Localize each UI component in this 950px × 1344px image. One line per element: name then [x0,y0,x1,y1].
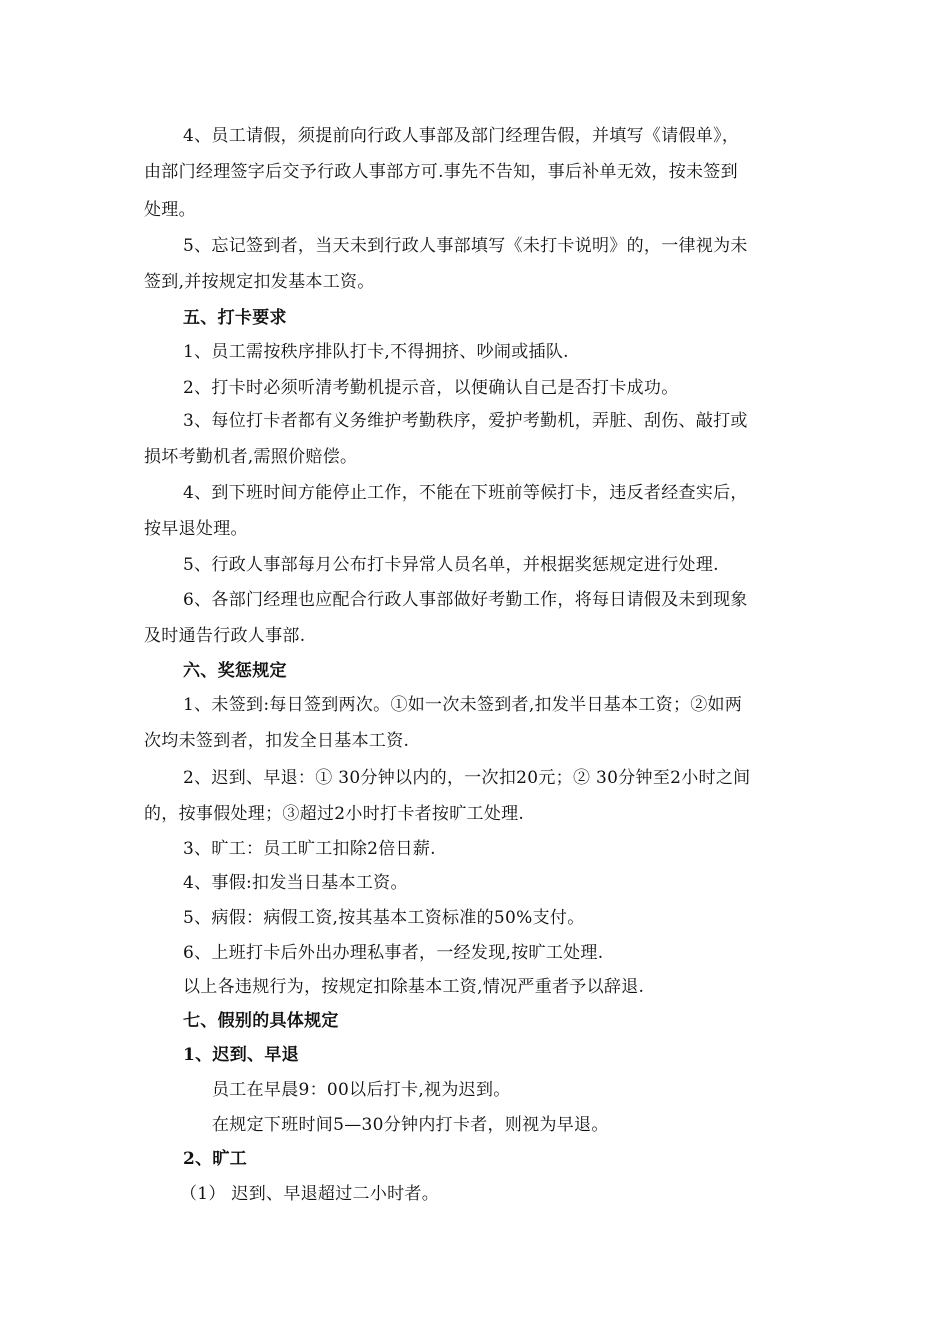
paragraph-line: 处理。 [144,200,196,220]
paragraph-line: 1、未签到:每日签到两次。①如一次未签到者,扣发半日基本工资；②如两 [183,695,743,715]
paragraph-line: 按早退处理。 [144,519,248,539]
section-heading: 五、打卡要求 [183,308,287,328]
paragraph-line: 损坏考勤机者,需照价赔偿。 [144,447,358,467]
paragraph-line: 3、每位打卡者都有义务维护考勤秩序，爱护考勤机，弄脏、刮伤、敲打或 [183,411,748,431]
paragraph-line: 签到,并按规定扣发基本工资。 [144,272,375,292]
paragraph-line: 4、员工请假，须提前向行政人事部及部门经理告假，并填写《请假单》， [183,126,740,146]
paragraph-line: （1） 迟到、早退超过二小时者。 [180,1184,440,1204]
paragraph-line: 4、到下班时间方能停止工作，不能在下班前等候打卡，违反者经查实后， [183,483,748,503]
subsection-heading: 1、迟到、早退 [183,1045,299,1065]
section-heading: 六、奖惩规定 [183,661,287,681]
paragraph-line: 以上各违规行为，按规定扣除基本工资,情况严重者予以辞退. [183,977,645,997]
paragraph-line: 1、员工需按秩序排队打卡,不得拥挤、吵闹或插队. [183,342,569,362]
paragraph-line: 员工在早晨9：00以后打卡,视为迟到。 [212,1080,511,1100]
paragraph-line: 6、各部门经理也应配合行政人事部做好考勤工作，将每日请假及未到现象 [183,590,748,610]
paragraph-line: 4、事假:扣发当日基本工资。 [183,873,408,893]
paragraph-line: 在规定下班时间5—30分钟内打卡者，则视为早退。 [212,1115,609,1135]
paragraph-line: 2、打卡时必须听清考勤机提示音，以便确认自己是否打卡成功。 [183,378,679,398]
paragraph-line: 5、病假：病假工资,按其基本工资标准的50%支付。 [183,908,585,928]
subsection-heading: 2、旷工 [183,1149,248,1169]
paragraph-line: 2、迟到、早退：① 30分钟以内的，一次扣20元；② 30分钟至2小时之间 [183,768,751,788]
paragraph-line: 3、旷工：员工旷工扣除2倍日薪. [183,839,436,859]
paragraph-line: 6、上班打卡后外出办理私事者，一经发现,按旷工处理. [183,943,604,963]
paragraph-line: 及时通告行政人事部. [144,626,306,646]
paragraph-line: 5、行政人事部每月公布打卡异常人员名单，并根据奖惩规定进行处理. [183,555,719,575]
paragraph-line: 次均未签到者，扣发全日基本工资. [144,731,410,751]
paragraph-line: 的，按事假处理；③超过2小时打卡者按旷工处理. [144,804,525,824]
section-heading: 七、假别的具体规定 [183,1011,339,1031]
paragraph-line: 5、忘记签到者，当天未到行政人事部填写《未打卡说明》的，一律视为未 [183,236,748,256]
paragraph-line: 由部门经理签字后交予行政人事部方可.事先不告知，事后补单无效，按未签到 [144,162,738,182]
